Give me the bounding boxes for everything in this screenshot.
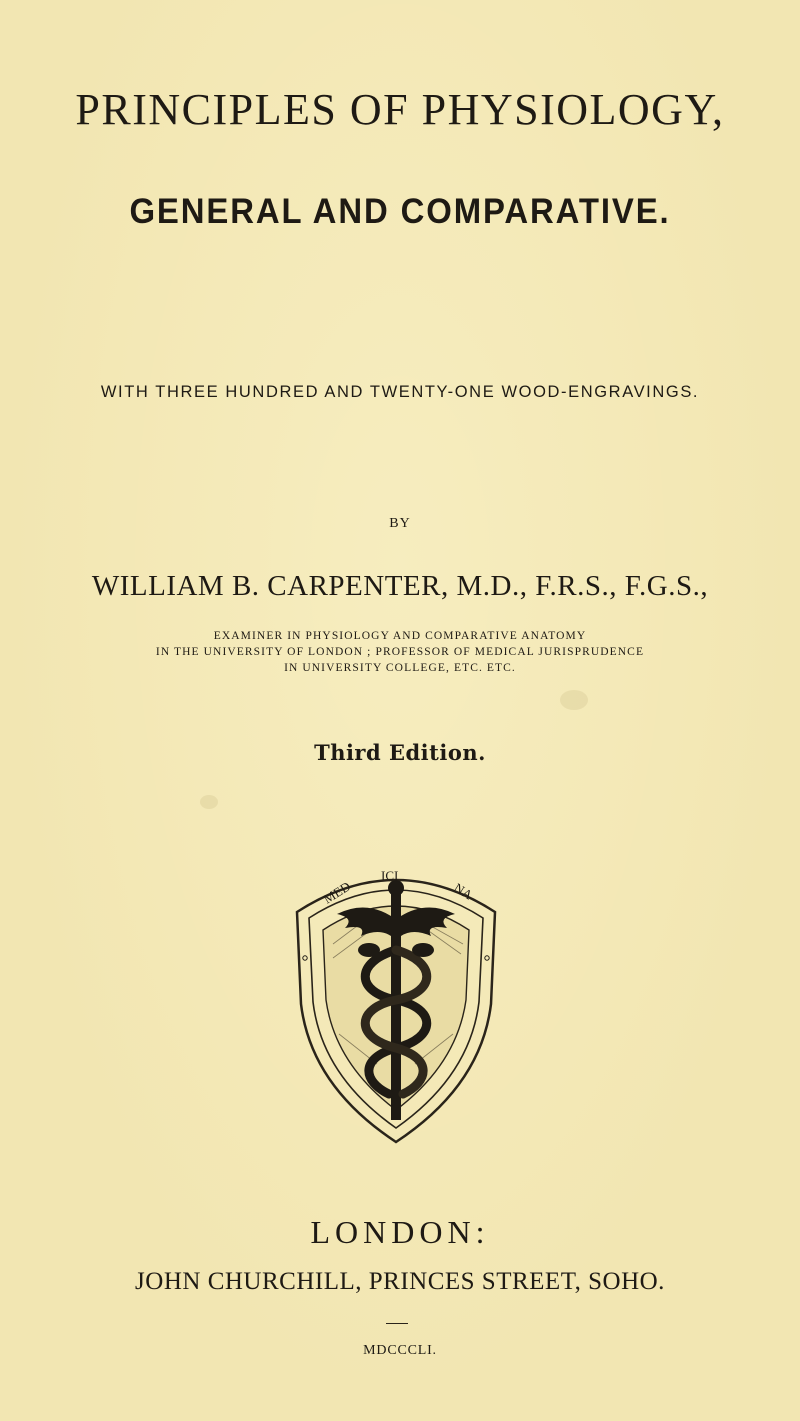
author-credential-line: IN THE UNIVERSITY OF LONDON ; PROFESSOR OF MEDICAL JURISPRUDENCE bbox=[155, 646, 645, 658]
edition-label: Third Edition. bbox=[314, 740, 486, 765]
paper-stain bbox=[200, 795, 218, 809]
by-label: BY bbox=[389, 516, 411, 531]
book-title: PRINCIPLES OF PHYSIOLOGY, bbox=[75, 85, 725, 134]
paper-stain bbox=[560, 690, 588, 710]
illustrations-note: WITH THREE HUNDRED AND TWENTY-ONE WOOD-ENGRAVINGS. bbox=[100, 383, 700, 401]
emblem-motto-text: ICI bbox=[381, 868, 399, 883]
caduceus-shield-emblem-icon bbox=[285, 854, 507, 1144]
publication-year: MDCCCLI. bbox=[363, 1343, 437, 1358]
book-subtitle: GENERAL AND COMPARATIVE. bbox=[129, 192, 671, 231]
publisher-name: JOHN CHURCHILL, PRINCES STREET, SOHO. bbox=[135, 1268, 665, 1295]
divider-rule bbox=[386, 1323, 408, 1324]
author-credential-line: IN UNIVERSITY COLLEGE, ETC. ETC. bbox=[284, 662, 516, 674]
publication-city: LONDON: bbox=[310, 1214, 490, 1250]
emblem-motto-text: MED bbox=[320, 878, 354, 907]
emblem-motto-text: NA bbox=[451, 879, 476, 903]
author-credential-line: EXAMINER IN PHYSIOLOGY AND COMPARATIVE ANATOMY bbox=[213, 630, 587, 642]
author-name: WILLIAM B. CARPENTER, M.D., F.R.S., F.G.S., bbox=[91, 570, 709, 602]
